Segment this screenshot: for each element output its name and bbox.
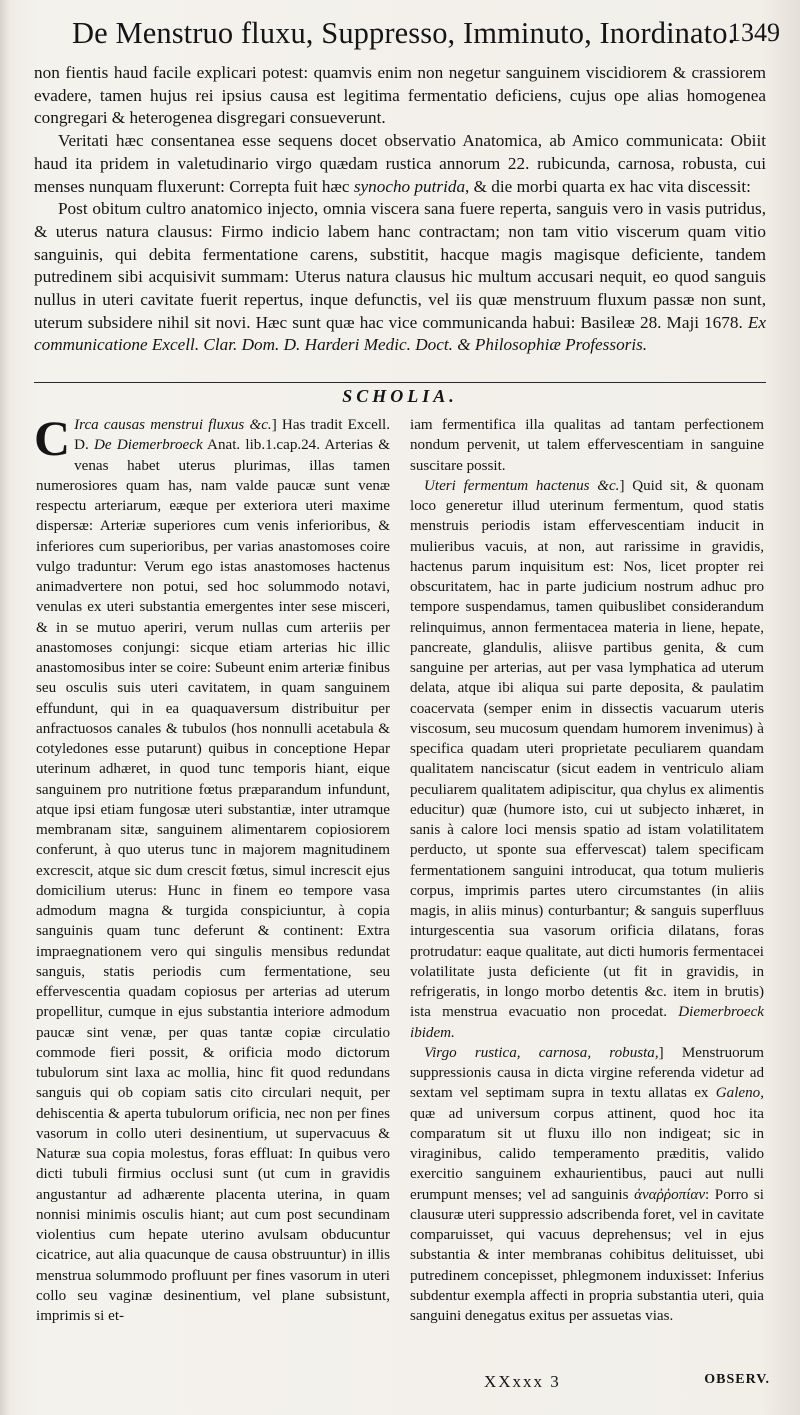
paragraph (410, 1043, 764, 1327)
italic-text: Galeno (715, 1085, 761, 1102)
text-run: Veritati hæc consentanea esse sequens docet observatio Anatomica, ab Amico communicata: Obiit haud ita pridem in valetudinario virgo quædam rustica annorum 22. rubicunda, carnosa, robusta, cui menses nunquam fluxerunt: Correpta fuit hæc (34, 131, 766, 196)
page-number: 1349 (728, 18, 780, 47)
text-run: , quæ ad universum corpus attinent, quod hoc ita comparatum sit ut fluxu illo non indigeat; sic in viraginibus, calido temperamento præditis, valido exercitio sanguinem exhaurientibus, pauci aut nulli erumpunt menses; vel ad sanguinis (410, 1085, 764, 1203)
paragraph (34, 130, 766, 198)
text-run: ] Has tradit Excell. D. (74, 417, 390, 454)
paragraph (410, 476, 764, 1043)
page-header (72, 16, 780, 60)
page-footer (0, 1372, 800, 1402)
running-title: De Menstruo fluxu, Suppresso, Imminuto, Inordinato. (72, 16, 736, 50)
italic-text: De Diemerbroeck (94, 437, 203, 454)
text-run: : Porro si clausuræ uteri suppressio adscribenda foret, vel in cavitate comparuisset, qui vacuus deprehensus; vel in ejus substantia & inter membranas cohibitus delituisset, ubi putredinem concepisset, phlegmonem induxisset: Inferius subdentur exempla affecti in propria substantia uteri, quia sanguini denegatus exitus per assuetas vias. (410, 1186, 764, 1324)
italic-text: Diemerbroeck ibidem. (410, 1004, 764, 1041)
text-run: , & die morbi quarta ex hac vita discessit: (465, 176, 751, 196)
drop-cap: C (34, 410, 71, 466)
italic-text: ἀναῤῥοπίαν (634, 1186, 706, 1203)
text-run: ] Menstruorum suppressionis causa in dicta virgine referenda videtur ad sextam vel septimam supra in textu allatas ex (410, 1044, 764, 1102)
italic-text: Virgo rustica, carnosa, robusta, (424, 1044, 659, 1061)
scholia-left-column (34, 410, 390, 1326)
italic-text: Uteri fermentum hactenus &c. (424, 477, 620, 494)
paragraph (34, 198, 766, 357)
italic-text: Irca causas menstrui fluxus &c. (74, 417, 272, 433)
italic-text: Ex communicatione Excell. Clar. Dom. D. Harderi Medic. Doct. & Philosophiæ Professoris. (34, 312, 766, 355)
catchword: OBSERV. (704, 1372, 770, 1387)
signature-mark: XXxxx 3 (484, 1372, 561, 1391)
section-divider (34, 382, 766, 383)
scholia-right-column (410, 415, 764, 1326)
text-run: Anat. lib.1.cap.24. Arterias & venas habet uterus plurimas, illas tamen numerosiores quam has, nam valde paucæ sunt venæ respectu arteriarum, eæque per exteriora uteri maxime dispersæ: Arteriæ superiores cum venis inferioribus, & inferiores cum superioribus, per varias anastomoses coire vulgo traduntur: Verum ego istas anastomoses hactenus animadvertere non potui, sed hoc solummodo notavi, venulas ex uteri substantia emergentes inter sese misceri, & in se mutuo aperiri, verum nullas cum arteriis per anastomoses conjungi: sicque etiam arterias hic illic anastomosibus inter se coire: Subeunt enim arteriæ finibus seu osculis suis uteri cavitatem, in quam sanguinem effundunt, qui in ea quaquaversum distribuitur per anfractuosos canales & tubulos (hos nonnulli acetabula & cotyledones esse putarunt) quibus in conceptione Hepar uterinum adhæret, in quod tunc temporis hiant, eique sanguinem pro nutritione fœtus præparandum infundunt, atque ipsi etiam fungosæ uteri substantiæ, inter utramque membranam sitæ, sanguinem alimentarem copiosiorem conferunt, à quo uterus tunc in majorem magnitudinem excrescit, atque sic dum crescit fœtus, simul increscit ejus domicilium uterus: Hunc in finem eo tempore vasa admodum magna & turgida conspiciuntur, à copia sanguinis quam tunc deferunt & continent: Extra impraegnationem vero qui singulis mensibus redundat sanguis, statis periodis cum fermentatione, seu effervescentia quadam copiosus per arterias ad uterum propellitur, cumque in ejus substantia interiore admodum paucæ sint venæ, per quas tantæ copiæ circulatio commode fieri possit, & orificia modo dictorum tubulorum sint laxa ac mollia, hinc fit quod redundans sanguis qui ob copiam satis cito circulari nequit, per dehiscentia & aperta tubulorum orificia, nec non per fines vasorum in collo uteri desinentium, ut supervacuus & Naturæ sua copia molestus, foras effluat: In quibus vero dicti tubuli firmius occlusi sunt (ut cum in gravidis angustantur ad adhærente placenta uterina, in quam nonnisi minimis osculis hiant; aut cum post secundinam violentius cum hepate uterino avulsam obducuntur cicatrice, aut alia quacunque de causa obstruuntur) in illis menstrua solummodo profluunt per fines vasorum in uteri collo seu vaginæ desinentium, vel plane subsistunt, imprimis si et- (36, 437, 390, 1324)
paragraph (34, 410, 390, 1326)
text-run: iam fermentifica illa qualitas ad tantam perfectionem nondum pervenit, ut talem effervescentiam in sanguine suscitare possit. (410, 417, 764, 474)
scholia-heading: SCHOLIA. (342, 386, 458, 406)
paragraph (34, 62, 766, 130)
text-run: Post obitum cultro anatomico injecto, omnia viscera sana fuere reperta, sanguis vero in vasis putridus, & uterus natura clausus: Firmo indicio labem hanc contractam; non tam vitio viscerum quam vitio sanguinis, qui debita fermentatione carens, substitit, hacque magis magisque deficiente, tandem putredinem sibi acquisivit summam: Uterus natura clausus hic multum accusari nequit, eo quod sanguis nullus in uteri cavitate fuerit repertus, inque defunctis, vel iis quæ menstruum fluxum passæ non sunt, uterum subsidere nihil sit novi. Hæc sunt quæ hac vice communicanda habui: Basileæ 28. Maji 1678. (34, 199, 766, 332)
paragraph (410, 415, 764, 476)
italic-text: synocho putrida (353, 176, 466, 196)
observation-text (34, 62, 766, 357)
text-run: ] Quid sit, & quonam loco generetur illud uterinum fermentum, quod statis menstruis periodis istam effervescentiam inducit in mulieribus vacuis, at non, aut rarissime in gravidis, hactenus parum inquisitum est: Nos, licet propter rei obscuritatem, hac in parte judicium nostrum adhuc pro tempore suspendamus, tamen quibuslibet considerandum relinquimus, annon fermentacea materia in liene, hepate, pancreate, glandulis, aliisve partibus genita, & cum sanguine per arterias, aut per vasa lymphatica ad uterum delata, atque ibi aliqua sui parte deposita, & paulatim coacervata (semper enim in dissectis vacuarum uteris viscosum, seu mucosum quendam humorem invenimus) à specifica quadam uteri proprietate peculiarem quandam qualitatem nanciscatur (sicut eadem in ventriculo aliam peculiarem qualitatem adipiscitur, qua chylus ex alimentis educitur) quæ (humore isto, cui ut subjecto inhæret, in sanis à calore loci mensis spatio ad istam volatilitatem perducto, ut sponte sua effervescat) talem specificam fermentationem sanguini introducat, qua totum mulieris corpus, imprimis partes utero circumstantes (in aliis magis, in aliis minus) conturbantur; & sanguis superfluus inturgescentia sua vasorum orificia dilatans, foras protrudatur: eaque qualitate, aut dicti humoris fermentacei volatilitate justa deficiente (ut fit in gravidis, in refrigeratis, in longo morbo detentis &c. item in brutis) ista menstrua evacuatio non procedat. (410, 477, 764, 1021)
text-run: non fientis haud facile explicari potest: quamvis enim non negetur sanguinem viscidiorem & crassiorem evadere, tamen hujus rei ipsius causa est legitima fermentatio deficiens, cujus ope alias homogenea congregari & heterogenea disgregari consueverunt. (34, 63, 766, 128)
